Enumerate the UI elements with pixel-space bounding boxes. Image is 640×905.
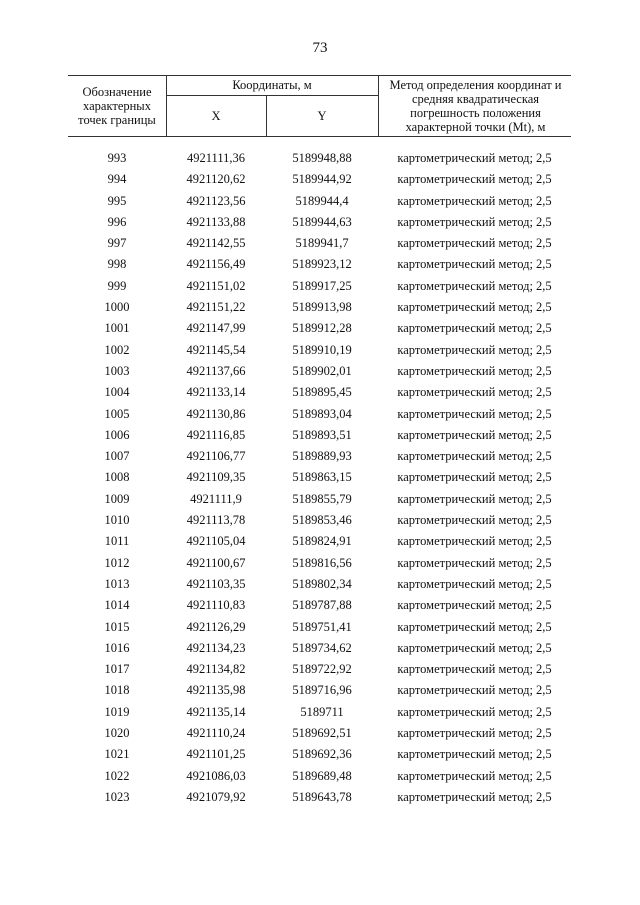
header-coords-label: Координаты, м bbox=[232, 78, 312, 92]
table-row bbox=[68, 382, 571, 403]
cell-method: картометрический метод; 2,5 bbox=[397, 662, 552, 677]
cell-point: 1010 bbox=[104, 513, 130, 528]
cell-y: 5189912,28 bbox=[292, 321, 352, 336]
cell-point: 1011 bbox=[104, 534, 130, 549]
table-row bbox=[68, 254, 571, 275]
cell-point: 1021 bbox=[104, 747, 130, 762]
header-point-label: Обозначение характерных точек границы bbox=[78, 85, 156, 127]
cell-x: 4921133,14 bbox=[186, 385, 246, 400]
table-row bbox=[68, 744, 571, 765]
cell-y: 5189913,98 bbox=[292, 300, 352, 315]
table-row bbox=[68, 659, 571, 680]
cell-x: 4921110,24 bbox=[186, 726, 246, 741]
cell-x: 4921110,83 bbox=[186, 598, 246, 613]
cell-x: 4921109,35 bbox=[186, 470, 246, 485]
header-y-label: Y bbox=[317, 108, 327, 123]
table-row bbox=[68, 340, 571, 361]
cell-x: 4921106,77 bbox=[186, 449, 246, 464]
cell-x: 4921145,54 bbox=[186, 342, 246, 357]
cell-x: 4921126,29 bbox=[186, 619, 246, 634]
cell-x: 4921123,56 bbox=[186, 193, 246, 208]
cell-method: картометрический метод; 2,5 bbox=[397, 491, 552, 506]
cell-x: 4921134,23 bbox=[186, 640, 246, 655]
cell-point: 995 bbox=[107, 193, 127, 208]
cell-point: 998 bbox=[107, 257, 127, 272]
table-row bbox=[68, 297, 571, 318]
cell-y: 5189889,93 bbox=[292, 449, 352, 464]
cell-x: 4921111,9 bbox=[190, 491, 242, 506]
cell-x: 4921134,82 bbox=[186, 662, 246, 677]
cell-method: картометрический метод; 2,5 bbox=[397, 768, 552, 783]
cell-method: картометрический метод; 2,5 bbox=[397, 789, 552, 804]
table-row bbox=[68, 148, 571, 169]
cell-method: картометрический метод; 2,5 bbox=[397, 151, 552, 165]
cell-point: 997 bbox=[107, 236, 127, 251]
cell-point: 999 bbox=[107, 278, 127, 293]
table-row bbox=[68, 723, 571, 744]
cell-method: картометрический метод; 2,5 bbox=[397, 683, 552, 698]
table-row bbox=[68, 702, 571, 723]
cell-x: 4921116,85 bbox=[186, 427, 246, 442]
cell-x: 4921101,25 bbox=[186, 747, 246, 762]
cell-point: 1007 bbox=[104, 449, 130, 464]
cell-y: 5189923,12 bbox=[292, 257, 352, 272]
cell-method: картометрический метод; 2,5 bbox=[397, 385, 552, 400]
cell-point: 996 bbox=[107, 214, 127, 229]
cell-method: картометрический метод; 2,5 bbox=[397, 704, 552, 719]
cell-y: 5189944,63 bbox=[292, 214, 352, 229]
table-row bbox=[68, 361, 571, 382]
cell-y: 5189863,15 bbox=[292, 470, 352, 485]
cell-point: 1001 bbox=[104, 321, 130, 336]
cell-y: 5189855,79 bbox=[292, 491, 352, 506]
cell-y: 5189948,88 bbox=[292, 151, 352, 165]
cell-y: 5189893,04 bbox=[292, 406, 352, 421]
cell-point: 1005 bbox=[104, 406, 130, 421]
cell-y: 5189895,45 bbox=[292, 385, 352, 400]
table-row bbox=[68, 510, 571, 531]
cell-x: 4921103,35 bbox=[186, 576, 246, 591]
cell-point: 1018 bbox=[104, 683, 130, 698]
cell-method: картометрический метод; 2,5 bbox=[397, 555, 552, 570]
cell-method: картометрический метод; 2,5 bbox=[397, 172, 552, 187]
cell-y: 5189692,36 bbox=[292, 747, 352, 762]
header-bottom-rule bbox=[68, 136, 571, 137]
cell-x: 4921130,86 bbox=[186, 406, 246, 421]
cell-point: 1008 bbox=[104, 470, 130, 485]
header-method-label: Метод определения координат и средняя квадратическая погрешность положения характерной точки (Mt), м bbox=[389, 77, 562, 134]
table-row bbox=[68, 191, 571, 212]
cell-y: 5189893,51 bbox=[292, 427, 352, 442]
cell-y: 5189824,91 bbox=[292, 534, 352, 549]
cell-point: 1020 bbox=[104, 726, 130, 741]
cell-point: 1014 bbox=[104, 598, 130, 613]
cell-y: 5189802,34 bbox=[292, 576, 352, 591]
table-row bbox=[68, 531, 571, 552]
cell-method: картометрический метод; 2,5 bbox=[397, 427, 552, 442]
cell-y: 5189944,92 bbox=[292, 172, 352, 187]
cell-x: 4921135,14 bbox=[186, 704, 246, 719]
header-col-rule-3 bbox=[378, 75, 379, 137]
cell-method: картометрический метод; 2,5 bbox=[397, 342, 552, 357]
cell-method: картометрический метод; 2,5 bbox=[397, 726, 552, 741]
cell-method: картометрический метод; 2,5 bbox=[397, 363, 552, 378]
cell-y: 5189643,78 bbox=[292, 789, 352, 804]
table-row bbox=[68, 212, 571, 233]
cell-y: 5189910,19 bbox=[292, 342, 352, 357]
cell-y: 5189734,62 bbox=[292, 640, 352, 655]
cell-point: 1019 bbox=[104, 704, 130, 719]
cell-point: 1023 bbox=[104, 789, 130, 804]
cell-x: 4921100,67 bbox=[186, 555, 246, 570]
table-row bbox=[68, 638, 571, 659]
cell-method: картометрический метод; 2,5 bbox=[397, 300, 552, 315]
cell-y: 5189787,88 bbox=[292, 598, 352, 613]
table-row bbox=[68, 425, 571, 446]
table-row bbox=[68, 553, 571, 574]
cell-method: картометрический метод; 2,5 bbox=[397, 640, 552, 655]
cell-x: 4921111,36 bbox=[187, 151, 245, 165]
cell-method: картометрический метод; 2,5 bbox=[397, 576, 552, 591]
cell-y: 5189902,01 bbox=[292, 363, 352, 378]
cell-x: 4921151,22 bbox=[186, 300, 246, 315]
table-row bbox=[68, 169, 571, 190]
table-row bbox=[68, 680, 571, 701]
cell-method: картометрический метод; 2,5 bbox=[397, 214, 552, 229]
cell-y: 5189689,48 bbox=[292, 768, 352, 783]
table-row bbox=[68, 404, 571, 425]
table-row bbox=[68, 489, 571, 510]
header-x-label: X bbox=[211, 108, 221, 123]
table-row bbox=[68, 787, 571, 808]
cell-y: 5189751,41 bbox=[292, 619, 352, 634]
table-row bbox=[68, 446, 571, 467]
cell-x: 4921133,88 bbox=[186, 214, 246, 229]
cell-point: 1009 bbox=[104, 491, 130, 506]
cell-x: 4921120,62 bbox=[186, 172, 246, 187]
cell-y: 5189944,4 bbox=[295, 193, 349, 208]
cell-method: картометрический метод; 2,5 bbox=[397, 236, 552, 251]
cell-point: 994 bbox=[107, 172, 127, 187]
cell-method: картометрический метод; 2,5 bbox=[397, 470, 552, 485]
cell-method: картометрический метод; 2,5 bbox=[397, 321, 552, 336]
cell-method: картометрический метод; 2,5 bbox=[397, 257, 552, 272]
cell-y: 5189711 bbox=[300, 704, 344, 719]
cell-y: 5189692,51 bbox=[292, 726, 352, 741]
cell-point: 1004 bbox=[104, 385, 130, 400]
cell-y: 5189941,7 bbox=[295, 236, 349, 251]
table-body bbox=[68, 148, 571, 808]
cell-y: 5189917,25 bbox=[292, 278, 352, 293]
cell-point: 1022 bbox=[104, 768, 130, 783]
cell-point: 1003 bbox=[104, 363, 130, 378]
table-row bbox=[68, 233, 571, 254]
cell-point: 1016 bbox=[104, 640, 130, 655]
cell-method: картометрический метод; 2,5 bbox=[397, 619, 552, 634]
cell-y: 5189716,96 bbox=[292, 683, 352, 698]
table-row bbox=[68, 318, 571, 339]
cell-point: 1017 bbox=[104, 662, 130, 677]
cell-method: картометрический метод; 2,5 bbox=[397, 598, 552, 613]
cell-x: 4921135,98 bbox=[186, 683, 246, 698]
cell-method: картометрический метод; 2,5 bbox=[397, 513, 552, 528]
table-row bbox=[68, 574, 571, 595]
table-row bbox=[68, 766, 571, 787]
cell-y: 5189722,92 bbox=[292, 662, 352, 677]
cell-point: 1002 bbox=[104, 342, 130, 357]
cell-method: картометрический метод; 2,5 bbox=[397, 449, 552, 464]
cell-y: 5189853,46 bbox=[292, 513, 352, 528]
cell-point: 1000 bbox=[104, 300, 130, 315]
cell-point: 1006 bbox=[104, 427, 130, 442]
cell-x: 4921156,49 bbox=[186, 257, 246, 272]
table-row bbox=[68, 595, 571, 616]
cell-method: картометрический метод; 2,5 bbox=[397, 747, 552, 762]
cell-x: 4921105,04 bbox=[186, 534, 246, 549]
table-row bbox=[68, 467, 571, 488]
cell-point: 993 bbox=[107, 151, 127, 165]
cell-x: 4921142,55 bbox=[186, 236, 246, 251]
cell-x: 4921079,92 bbox=[186, 789, 246, 804]
cell-point: 1012 bbox=[104, 555, 130, 570]
cell-x: 4921151,02 bbox=[186, 278, 246, 293]
cell-y: 5189816,56 bbox=[292, 555, 352, 570]
table-row bbox=[68, 276, 571, 297]
cell-x: 4921113,78 bbox=[186, 513, 246, 528]
cell-point: 1015 bbox=[104, 619, 130, 634]
cell-method: картометрический метод; 2,5 bbox=[397, 534, 552, 549]
cell-method: картометрический метод; 2,5 bbox=[397, 193, 552, 208]
cell-x: 4921147,99 bbox=[186, 321, 246, 336]
cell-method: картометрический метод; 2,5 bbox=[397, 406, 552, 421]
cell-x: 4921086,03 bbox=[186, 768, 246, 783]
cell-method: картометрический метод; 2,5 bbox=[397, 278, 552, 293]
table-header bbox=[68, 75, 571, 137]
cell-point: 1013 bbox=[104, 576, 130, 591]
table-row bbox=[68, 617, 571, 638]
page-number: 73 bbox=[312, 40, 328, 56]
cell-x: 4921137,66 bbox=[186, 363, 246, 378]
